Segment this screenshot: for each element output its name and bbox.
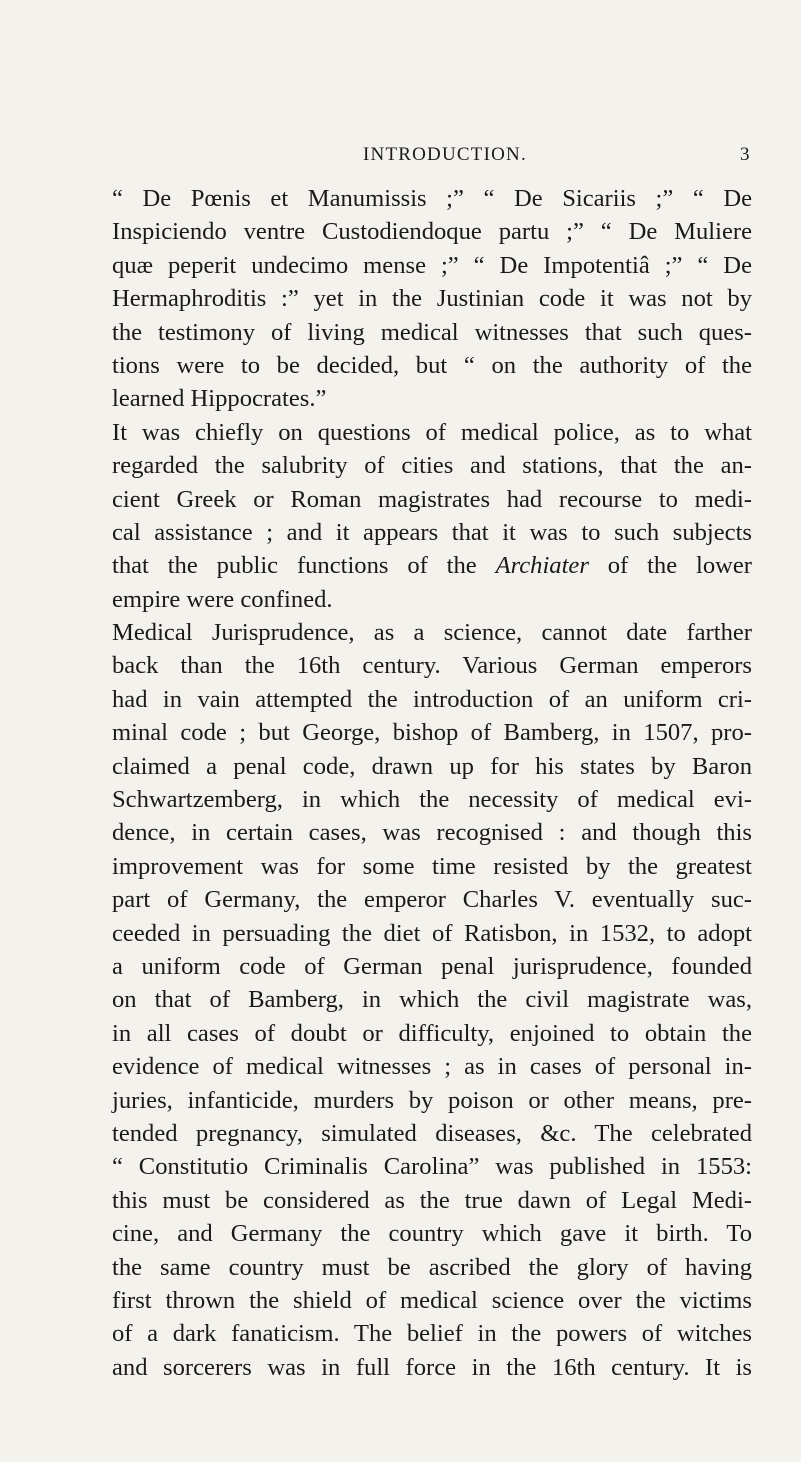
text-line: Medical Jurisprudence, as a science, cannot date farther — [112, 619, 752, 647]
text-line: a uniform code of German penal jurisprudence, founded — [112, 952, 752, 980]
text-line: cine, and Germany the country which gave it birth. To — [112, 1220, 752, 1248]
text-segment: that the public functions of the — [112, 552, 496, 580]
text-line: tended pregnancy, simulated diseases, &c. The celebrated — [112, 1119, 752, 1147]
text-line: claimed a penal code, drawn up for his states by Baron — [112, 752, 752, 780]
italic-term: Archiater — [495, 552, 589, 580]
text-line: learned Hippocrates.” — [112, 385, 327, 413]
text-line: improvement was for some time resisted by the greatest — [112, 852, 752, 880]
text-line: ceeded in persuading the diet of Ratisbon, in 1532, to adopt — [112, 919, 752, 947]
text-line: It was chiefly on questions of medical police, as to what — [112, 418, 752, 446]
text-line: juries, infanticide, murders by poison or other means, pre- — [112, 1086, 752, 1114]
text-line: “ Constitutio Criminalis Carolina” was published in 1553: — [112, 1153, 752, 1181]
text-line: first thrown the shield of medical science over the victims — [112, 1286, 752, 1314]
text-line: quæ peperit undecimo mense ;” “ De Impotentiâ ;” “ De — [112, 251, 752, 279]
text-line: cient Greek or Roman magistrates had recourse to medi- — [112, 485, 752, 513]
text-line: evidence of medical witnesses ; as in cases of personal in- — [112, 1053, 752, 1081]
text-line: part of Germany, the emperor Charles V. eventually suc- — [112, 886, 752, 914]
text-line: Hermaphroditis :” yet in the Justinian code it was not by — [112, 285, 752, 313]
page-number: 3 — [740, 144, 750, 165]
text-line-with-italic — [112, 549, 752, 582]
text-line: Inspiciendo ventre Custodiendoque partu ;” “ De Muliere — [112, 218, 752, 246]
text-line: the same country must be ascribed the glory of having — [112, 1253, 752, 1281]
body-text — [112, 182, 752, 1384]
text-line: empire were confined. — [112, 585, 333, 613]
text-line: this must be considered as the true dawn of Legal Medi- — [112, 1186, 752, 1214]
text-line: in all cases of doubt or difficulty, enjoined to obtain the — [112, 1019, 752, 1047]
text-line: the testimony of living medical witnesses that such ques- — [112, 318, 752, 346]
text-line: on that of Bamberg, in which the civil magistrate was, — [112, 986, 752, 1014]
text-line: minal code ; but George, bishop of Bamberg, in 1507, pro- — [112, 719, 752, 747]
text-line: of a dark fanaticism. The belief in the powers of witches — [112, 1320, 752, 1348]
text-line: Schwartzemberg, in which the necessity of medical evi- — [112, 786, 752, 814]
text-line: dence, in certain cases, was recognised : and though this — [112, 819, 752, 847]
text-line: back than the 16th century. Various German emperors — [112, 652, 752, 680]
text-segment: of the lower — [588, 552, 752, 580]
text-line: regarded the salubrity of cities and stations, that the an- — [112, 452, 752, 480]
running-head — [0, 144, 801, 174]
text-line: cal assistance ; and it appears that it was to such subjects — [112, 518, 752, 546]
text-line: and sorcerers was in full force in the 16th century. It is — [112, 1353, 752, 1381]
text-line: “ De Pœnis et Manumissis ;” “ De Sicariis ;” “ De — [112, 185, 752, 212]
text-line: had in vain attempted the introduction of an uniform cri- — [112, 685, 752, 713]
text-line: tions were to be decided, but “ on the authority of the — [112, 351, 752, 379]
running-title: INTRODUCTION. — [363, 144, 527, 165]
